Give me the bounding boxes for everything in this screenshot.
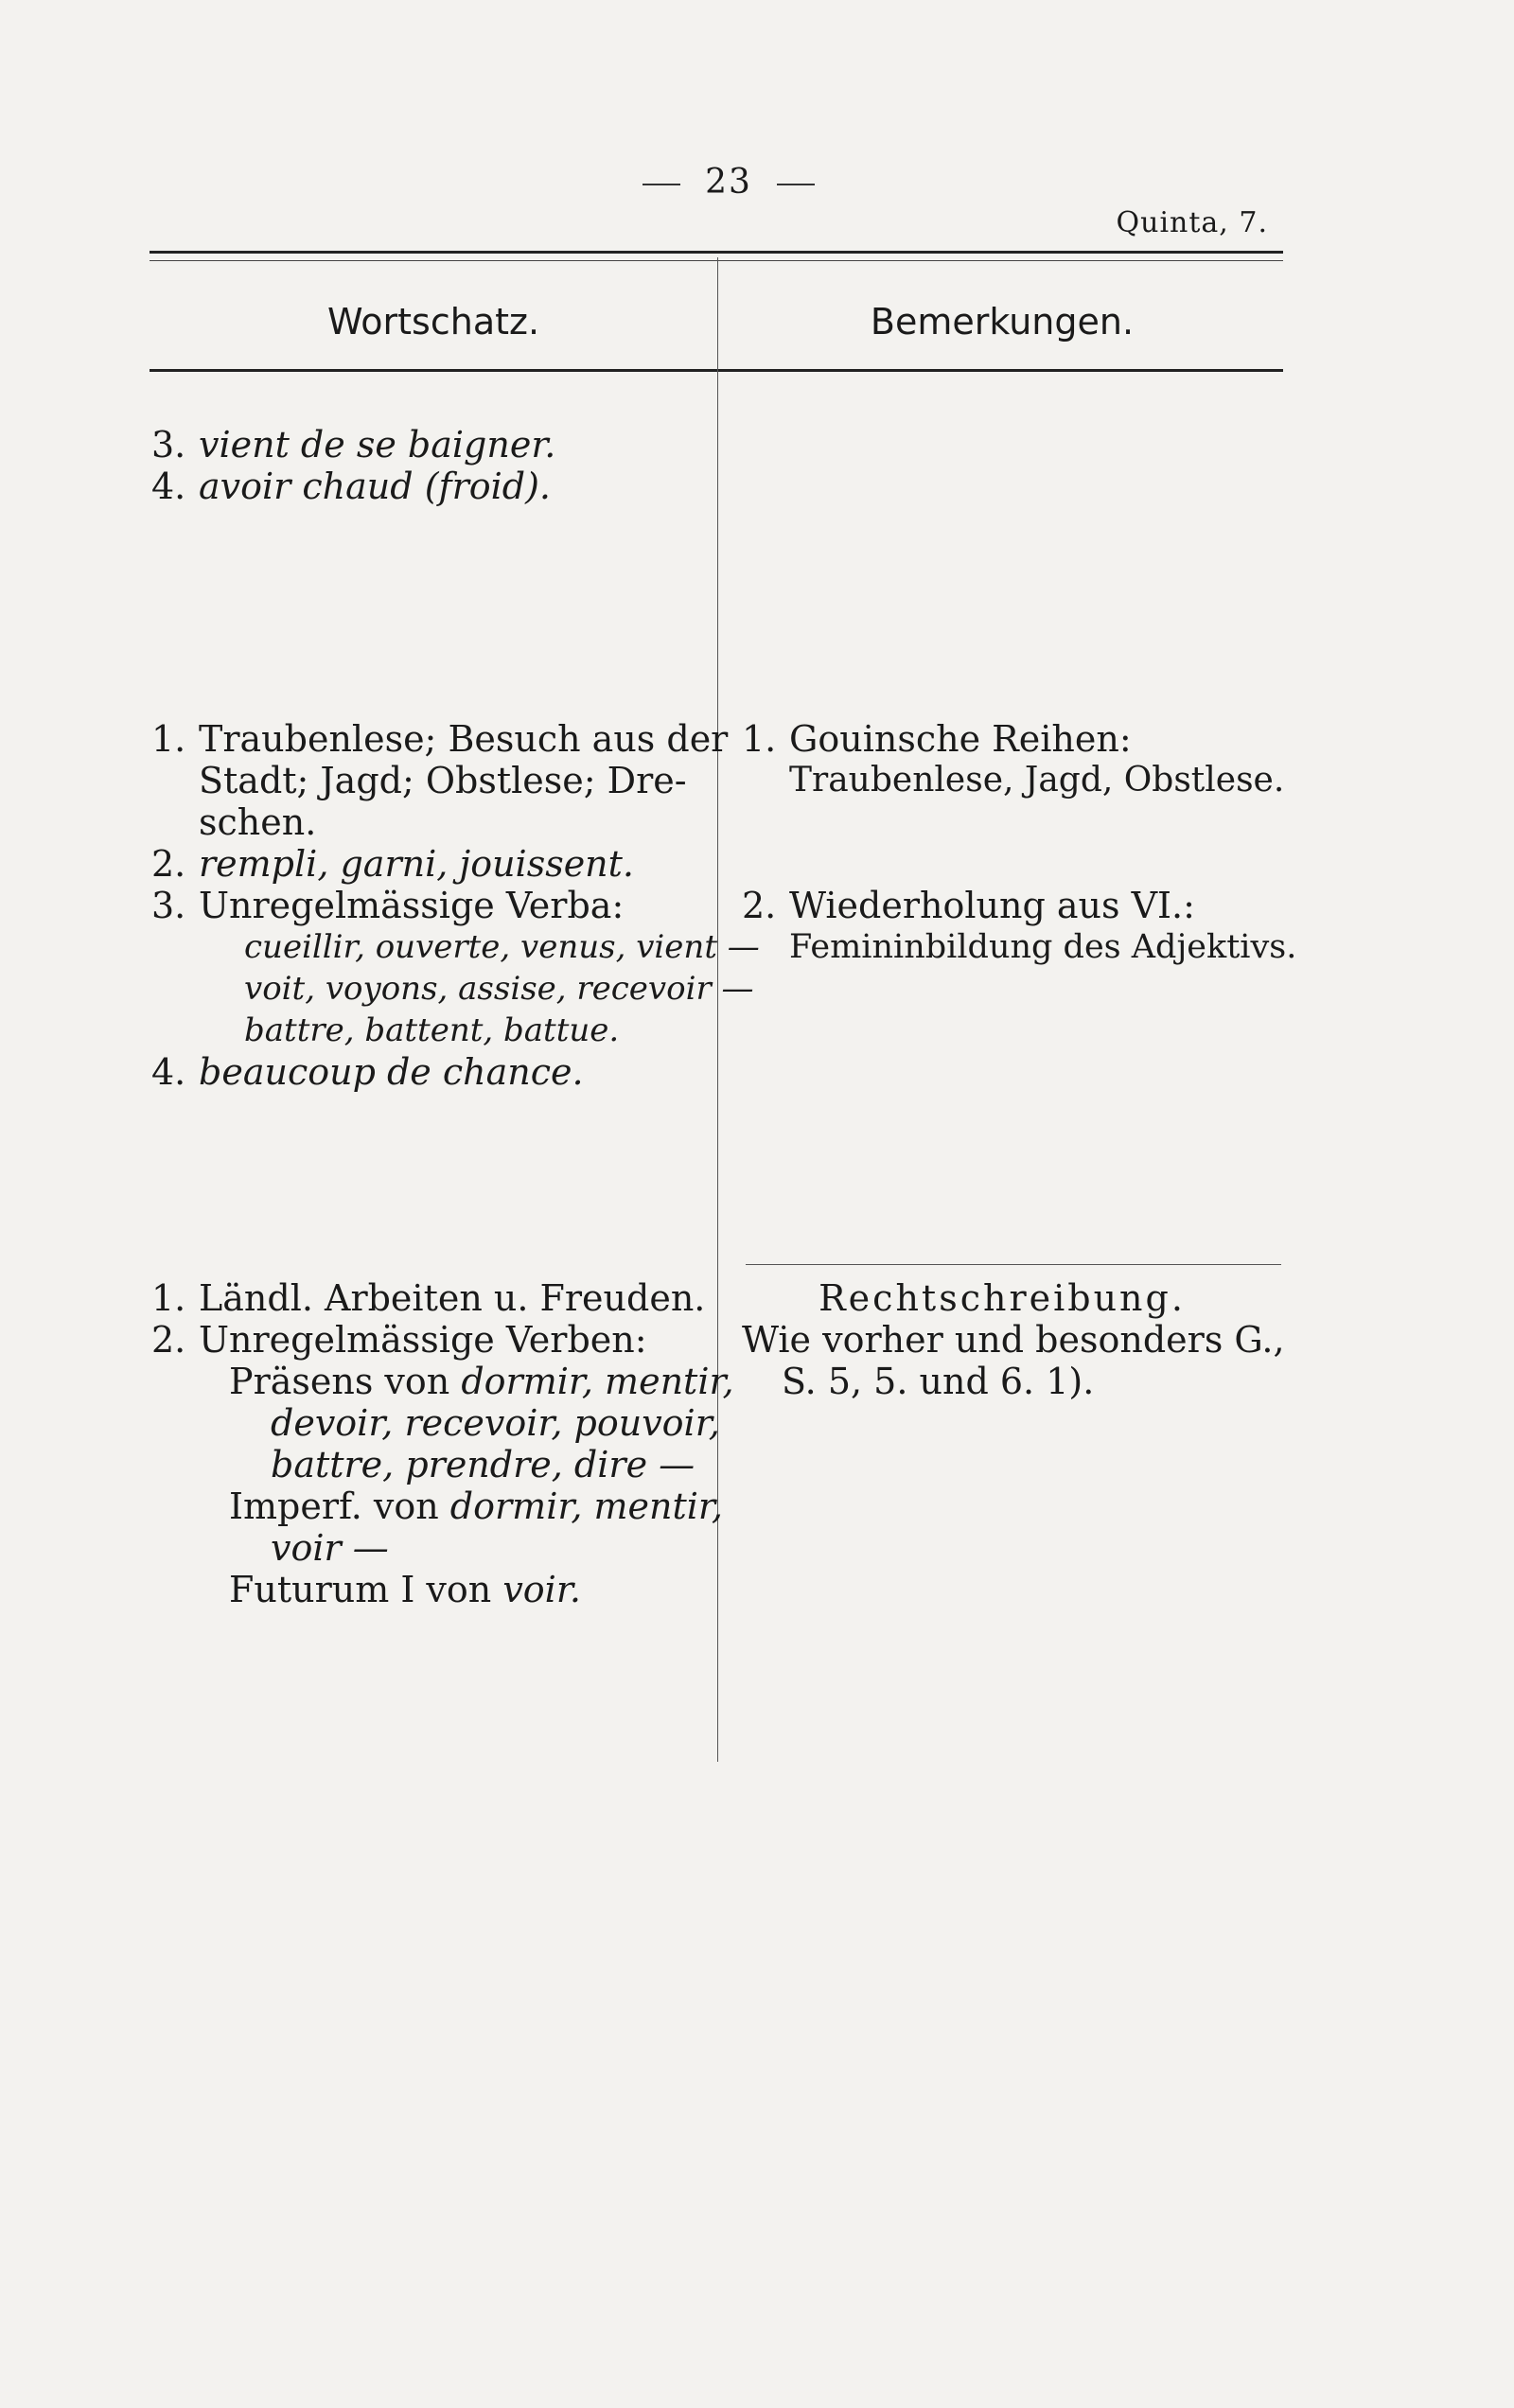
entry-text-italic: dormir, mentir, xyxy=(461,1361,734,1402)
entry-text: Traubenlese; Besuch aus der xyxy=(199,718,729,760)
header-rule xyxy=(150,369,1283,372)
dash-left xyxy=(643,184,680,185)
left-entry xyxy=(244,926,760,968)
left-entry xyxy=(271,1444,695,1485)
left-entry xyxy=(229,1569,581,1610)
right-entry xyxy=(742,718,1132,760)
entry-number: 1. xyxy=(742,718,777,760)
entry-text: voit, voyons, assise, recevoir — xyxy=(244,970,754,1008)
entry-text: Wie vorher und besonders G., xyxy=(742,1319,1285,1361)
entry-number: 2. xyxy=(742,885,777,926)
page-label: Quinta, 7. xyxy=(1116,206,1268,239)
rechtschreibung-heading: Rechtschreibung. xyxy=(819,1277,1186,1319)
column-heading-bemerkungen: Bemerkungen. xyxy=(870,301,1135,343)
right-entry xyxy=(742,885,1195,926)
entry-text: battre, prendre, dire — xyxy=(271,1444,695,1485)
left-entry xyxy=(151,466,551,507)
entry-text: Stadt; Jagd; Obstlese; Dre- xyxy=(199,760,687,801)
entry-text: Imperf. von xyxy=(229,1485,450,1527)
entry-number: 2. xyxy=(151,843,186,885)
entry-text: devoir, recevoir, pouvoir, xyxy=(271,1402,720,1444)
entry-number: 1. xyxy=(151,718,186,760)
right-entry xyxy=(782,1361,1094,1402)
section-rule xyxy=(746,1264,1281,1265)
entry-text: Traubenlese, Jagd, Obstlese. xyxy=(789,761,1285,800)
right-entry xyxy=(789,926,1296,968)
left-entry xyxy=(199,760,687,801)
right-entry xyxy=(742,1319,1285,1361)
entry-text: S. 5, 5. und 6. 1). xyxy=(782,1361,1095,1402)
left-entry xyxy=(151,1319,647,1361)
entry-text: Unregelmässige Verben: xyxy=(199,1319,647,1361)
left-entry xyxy=(151,1277,705,1319)
entry-text: Ländl. Arbeiten u. Freuden. xyxy=(199,1277,706,1319)
left-entry xyxy=(151,843,634,885)
left-entry xyxy=(271,1402,720,1444)
entry-number: 4. xyxy=(151,466,186,507)
right-entry xyxy=(789,760,1284,801)
entry-text: schen. xyxy=(199,801,317,843)
left-entry xyxy=(151,718,728,760)
entry-text: Gouinsche Reihen: xyxy=(789,718,1132,760)
entry-text: rempli, garni, jouissent. xyxy=(199,843,635,885)
column-heading-wortschatz: Wortschatz. xyxy=(326,301,540,343)
dash-right xyxy=(777,184,815,185)
entry-text-italic: dormir, mentir, xyxy=(449,1485,723,1527)
entry-text: beaucoup de chance. xyxy=(199,1051,584,1093)
entry-text: voir — xyxy=(271,1527,389,1569)
left-entry xyxy=(244,1010,619,1051)
entry-text: cueillir, ouverte, venus, vient — xyxy=(244,928,760,966)
column-divider xyxy=(717,257,718,1762)
entry-text: Präsens von xyxy=(229,1361,462,1402)
entry-text: Unregelmässige Verba: xyxy=(199,885,625,926)
entry-number: 1. xyxy=(151,1277,186,1319)
page-number-text: 23 xyxy=(705,163,752,202)
left-entry xyxy=(151,885,624,926)
entry-number: 3. xyxy=(151,885,186,926)
entry-text: Femininbildung des Adjektivs. xyxy=(789,928,1297,966)
entry-text: Futurum I von xyxy=(229,1569,503,1610)
left-entry xyxy=(199,801,316,843)
left-entry xyxy=(229,1485,723,1527)
entry-number: 4. xyxy=(151,1051,186,1093)
entry-number: 3. xyxy=(151,424,186,466)
entry-text: Wiederholung aus VI.: xyxy=(789,885,1195,926)
left-entry xyxy=(271,1527,389,1569)
entry-text-italic: voir. xyxy=(502,1569,581,1610)
left-entry xyxy=(244,968,754,1010)
entry-text: vient de se baigner. xyxy=(199,424,556,466)
entry-text: avoir chaud (froid). xyxy=(199,466,552,507)
left-entry xyxy=(151,1051,584,1093)
left-entry xyxy=(151,424,555,466)
entry-number: 2. xyxy=(151,1319,186,1361)
entry-text: battre, battent, battue. xyxy=(244,1011,620,1049)
left-entry xyxy=(229,1361,734,1402)
top-rule-thin xyxy=(150,260,1283,261)
page-number xyxy=(0,163,1457,202)
top-rule xyxy=(150,251,1283,254)
